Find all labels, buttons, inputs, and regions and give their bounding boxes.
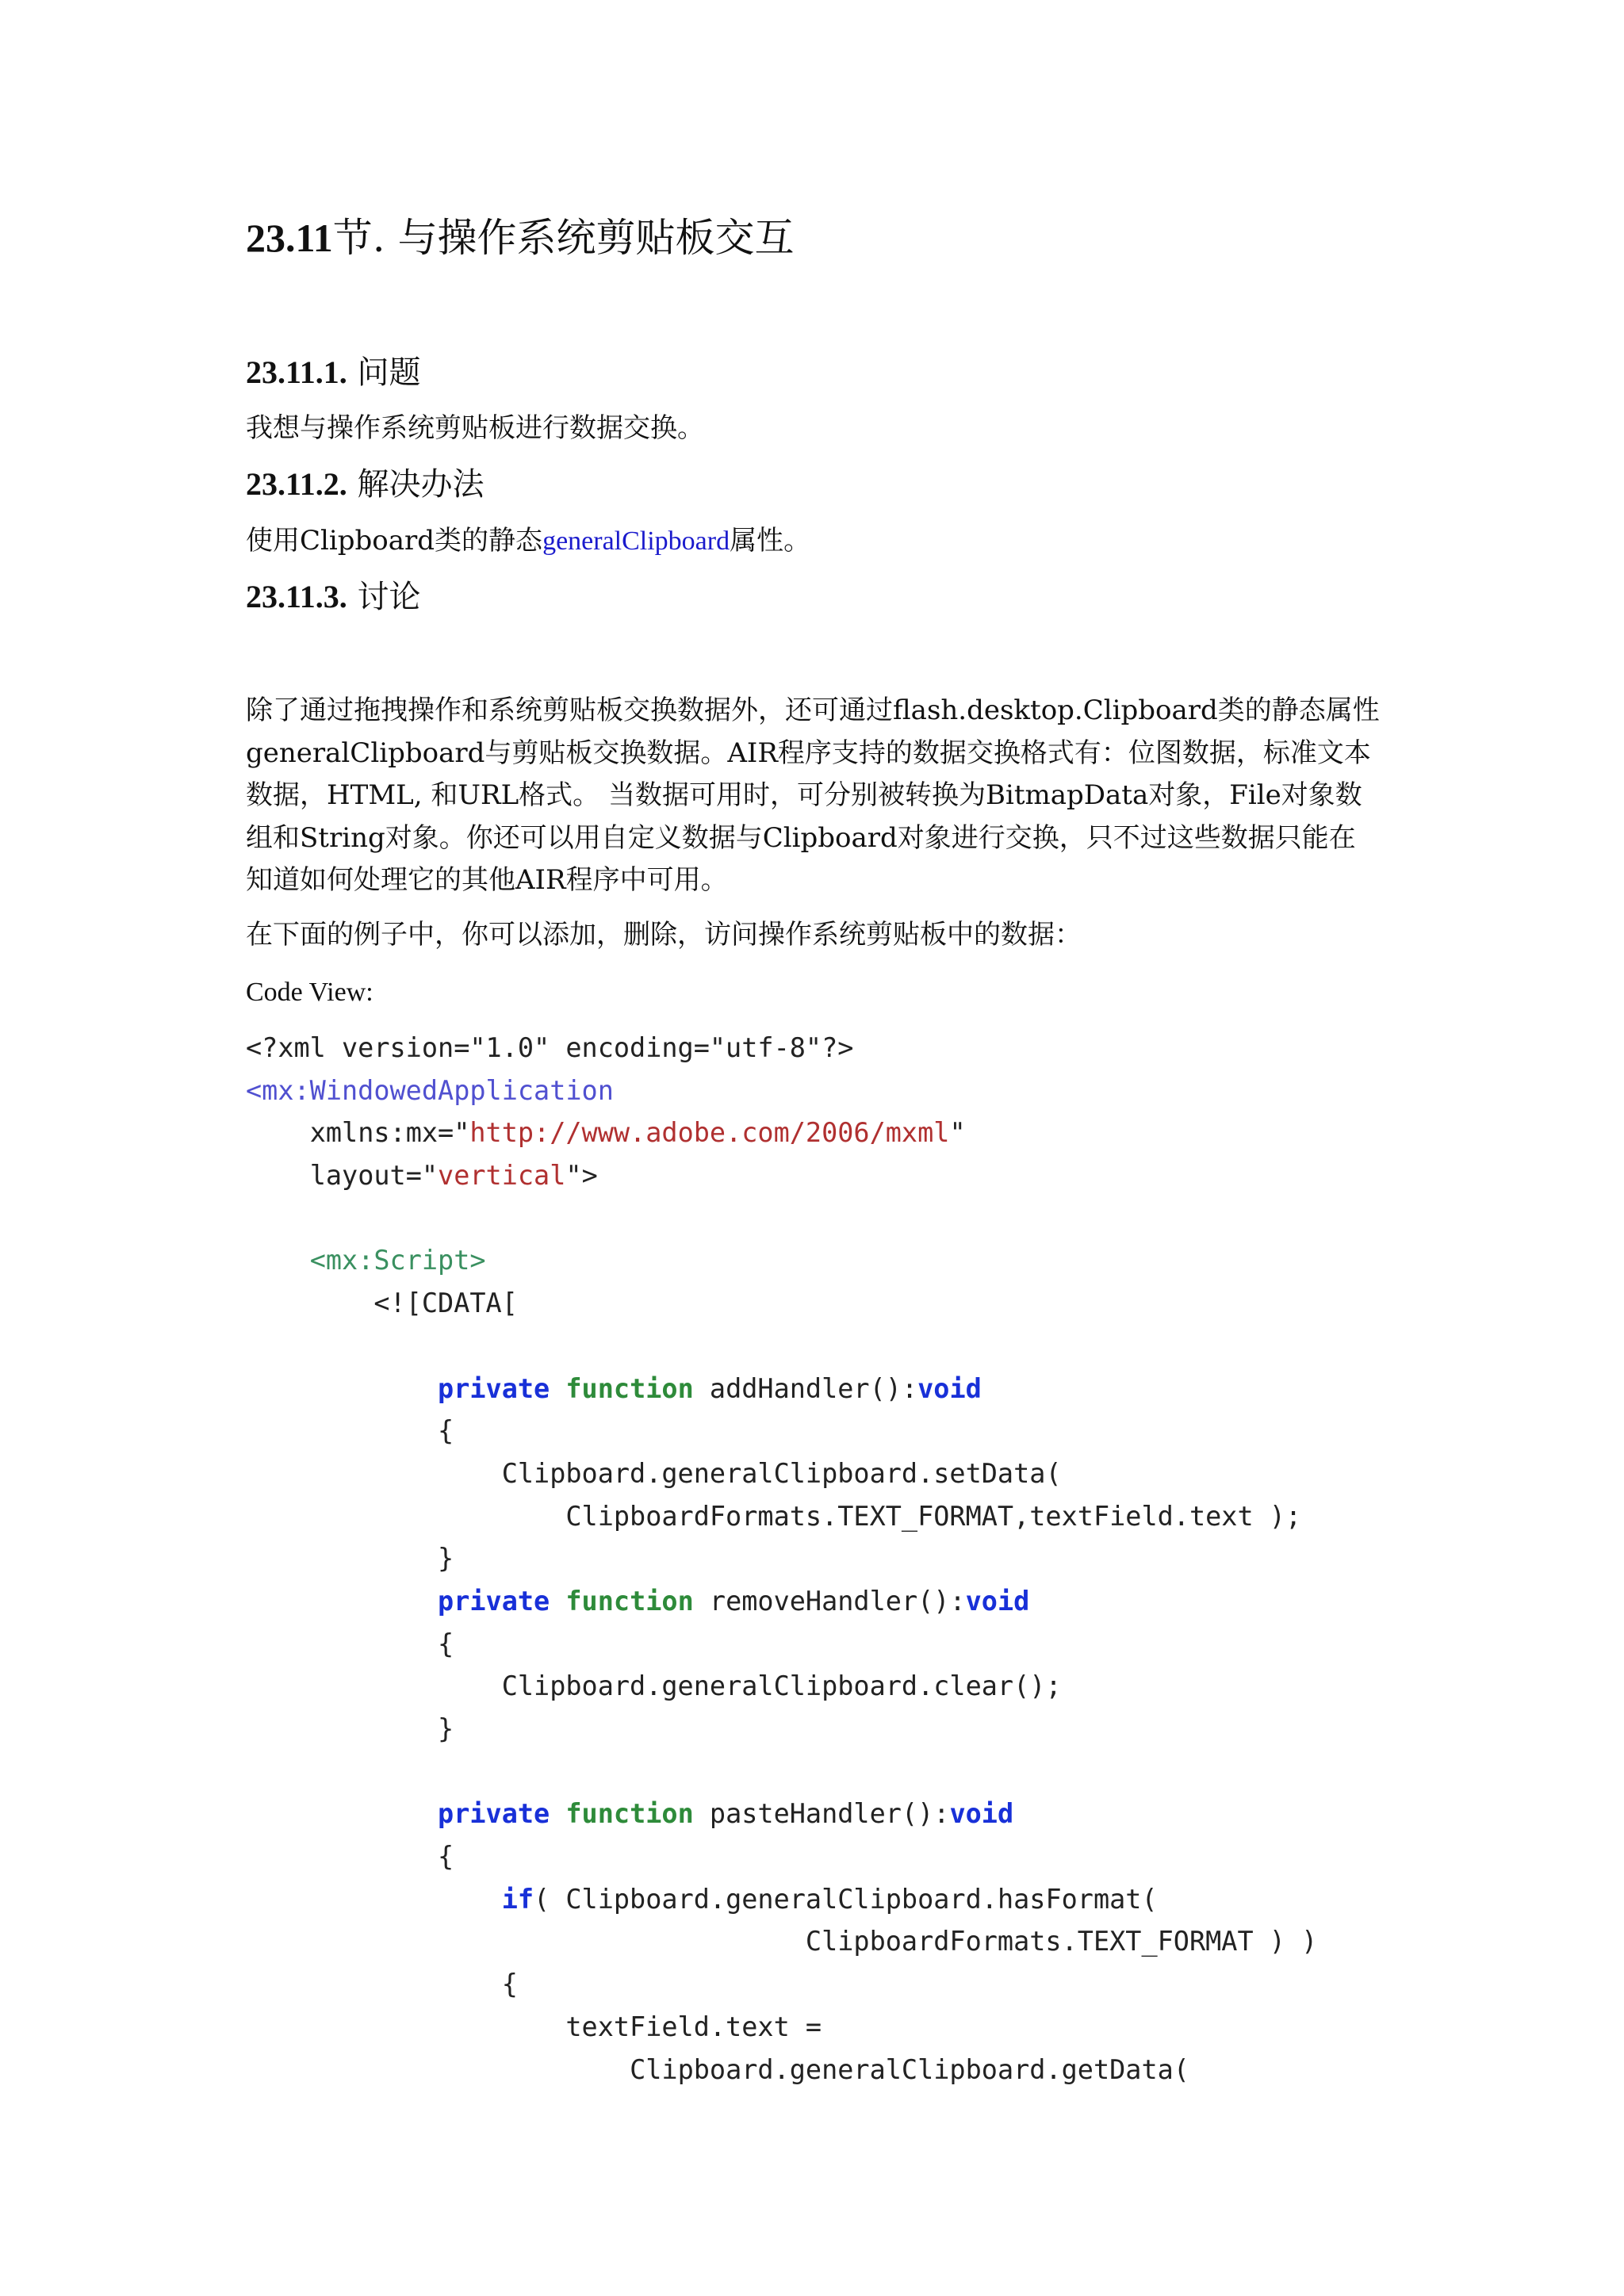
- brace: {: [438, 1841, 454, 1873]
- keyword: if: [501, 1883, 534, 1915]
- statement: ClipboardFormats.TEXT_FORMAT ) ): [805, 1926, 1318, 1957]
- code-line: [246, 1963, 1317, 2006]
- code-line: [246, 1793, 1317, 1835]
- code-line: [246, 1835, 1317, 1878]
- keyword: private: [438, 1372, 550, 1404]
- problem-heading: [246, 350, 421, 395]
- solution-number: 23.11.2.: [246, 466, 347, 502]
- discussion-title: 讨论: [357, 579, 421, 615]
- keyword: void: [949, 1798, 1014, 1830]
- statement: ClipboardFormats.TEXT_FORMAT,textField.text );: [565, 1500, 1302, 1532]
- problem-number: 23.11.1.: [246, 354, 347, 390]
- keyword: function: [565, 1585, 694, 1617]
- paragraph-line: 数据，HTML, 和URL格式。 当数据可用时，可分别被转换为BitmapData对象，File对象数: [246, 779, 1362, 811]
- solution-text-before: 使用Clipboard类的静态: [246, 525, 543, 557]
- code-line: [246, 1920, 1317, 1963]
- function-name: addHandler():: [693, 1372, 918, 1404]
- attr-value: http://www.adobe.com/2006/mxml: [469, 1117, 950, 1149]
- code-view-label: Code View:: [246, 978, 373, 1007]
- example-intro: 在下面的例子中，你可以添加，删除，访问操作系统剪贴板中的数据：: [246, 919, 1082, 951]
- code-line: [246, 1580, 1317, 1623]
- discussion-heading: [246, 575, 421, 619]
- function-name: removeHandler():: [693, 1585, 966, 1617]
- keyword: void: [917, 1372, 982, 1404]
- brace: {: [438, 1415, 454, 1447]
- keyword: function: [565, 1372, 694, 1404]
- cdata-open: <![CDATA[: [373, 1288, 518, 1319]
- section-number: 23.11: [246, 216, 333, 260]
- problem-title: 问题: [357, 354, 421, 391]
- code-line: [246, 1368, 1317, 1410]
- solution-text: [246, 523, 810, 559]
- code-line: [246, 2006, 1317, 2049]
- code-line: [246, 1495, 1317, 1538]
- discussion-paragraph: [246, 690, 1388, 902]
- code-line: [246, 1623, 1317, 1666]
- attr-name: xmlns:mx=": [309, 1117, 470, 1149]
- code-line: [246, 1239, 1317, 1282]
- code-line: [246, 1070, 1317, 1112]
- code-line: [246, 1537, 1317, 1580]
- paragraph-line: 知道如何处理它的其他AIR程序中可用。: [246, 864, 728, 896]
- code-line-blank: [246, 1197, 1317, 1240]
- code-line: [246, 1027, 1317, 1070]
- attr-quote: ": [949, 1117, 966, 1149]
- general-clipboard-link[interactable]: generalClipboard: [542, 526, 730, 556]
- section-suffix: 节.: [332, 215, 385, 261]
- problem-text: 我想与操作系统剪贴板进行数据交换。: [246, 412, 704, 444]
- code-line: [246, 1878, 1317, 1921]
- script-tag: <mx:Script>: [309, 1245, 486, 1276]
- code-line: [246, 1154, 1317, 1197]
- statement: ( Clipboard.generalClipboard.hasFormat(: [534, 1883, 1158, 1915]
- statement: Clipboard.generalClipboard.getData(: [630, 2053, 1189, 2085]
- windowed-application-tag: <mx:WindowedApplication: [246, 1074, 614, 1106]
- solution-title: 解决办法: [357, 466, 485, 503]
- attr-quote: ">: [565, 1160, 598, 1192]
- solution-heading: [246, 462, 485, 507]
- keyword: void: [965, 1585, 1030, 1617]
- brace: {: [438, 1628, 454, 1659]
- keyword: private: [438, 1585, 550, 1617]
- section-title: 与操作系统剪贴板交互: [397, 215, 795, 261]
- section-heading: [246, 210, 795, 266]
- paragraph-line: 组和String对象。你还可以用自定义数据与Clipboard对象进行交换，只不过这些数据只能在: [246, 821, 1356, 854]
- statement: Clipboard.generalClipboard.setData(: [501, 1457, 1062, 1489]
- function-name: pasteHandler():: [693, 1798, 950, 1830]
- code-listing: [246, 1027, 1317, 2091]
- code-line-blank: [246, 1751, 1317, 1793]
- brace: }: [438, 1713, 454, 1744]
- brace: {: [501, 1969, 518, 2000]
- keyword: function: [565, 1798, 694, 1830]
- code-line: [246, 1112, 1317, 1154]
- code-line-blank: [246, 1325, 1317, 1368]
- code-line: [246, 1282, 1317, 1325]
- brace: }: [438, 1543, 454, 1575]
- code-line: [246, 2049, 1317, 2091]
- paragraph-line: generalClipboard与剪贴板交换数据。AIR程序支持的数据交换格式有：位图数据，标准文本: [246, 737, 1371, 769]
- discussion-number: 23.11.3.: [246, 579, 347, 614]
- code-line: [246, 1708, 1317, 1751]
- attr-value: vertical: [438, 1160, 566, 1192]
- code-line: [246, 1665, 1317, 1708]
- statement: textField.text =: [565, 2011, 822, 2042]
- statement: Clipboard.generalClipboard.clear();: [501, 1670, 1062, 1702]
- solution-text-after: 属性。: [730, 525, 811, 557]
- keyword: private: [438, 1798, 550, 1830]
- paragraph-line: 除了通过拖拽操作和系统剪贴板交换数据外，还可通过flash.desktop.Clipboard类的静态属性: [246, 695, 1380, 726]
- xml-declaration: <?xml version="1.0" encoding="utf-8"?>: [246, 1032, 854, 1063]
- code-line: [246, 1410, 1317, 1452]
- code-line: [246, 1452, 1317, 1495]
- attr-name: layout=": [309, 1160, 439, 1192]
